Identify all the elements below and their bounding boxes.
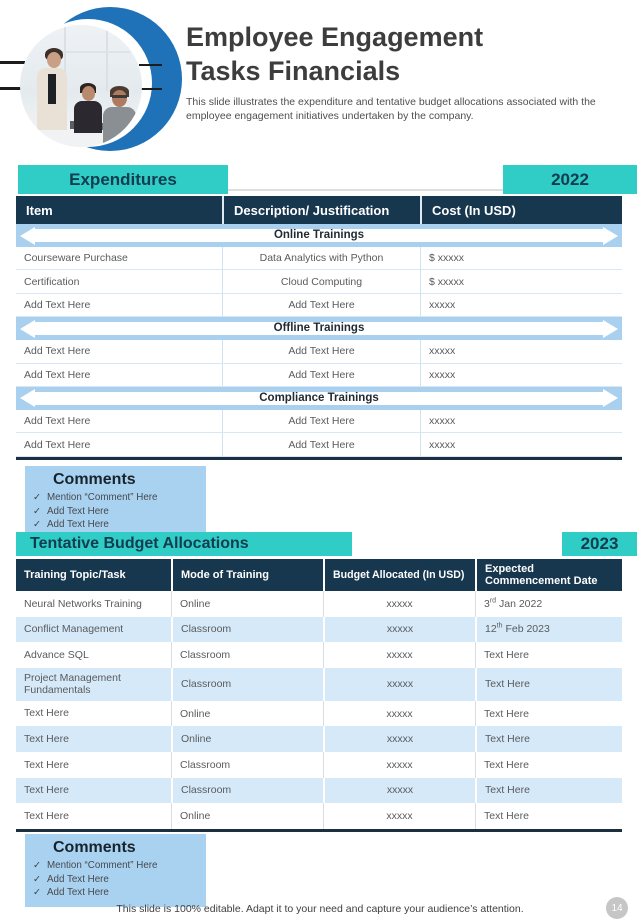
date-cell-placeholder[interactable]: Text Here <box>475 668 622 701</box>
comments-box-top <box>25 466 206 539</box>
check-icon: ✓ <box>33 887 41 898</box>
cost-cell-placeholder[interactable]: xxxxx <box>420 433 622 455</box>
topic-cell-placeholder[interactable]: Text Here <box>24 732 69 745</box>
description-cell-placeholder[interactable]: Add Text Here <box>222 294 420 316</box>
decor-line-right-2 <box>141 88 162 90</box>
page-title: Employee Engagement Tasks Financials <box>186 22 484 86</box>
footer-note: This slide is 100% editable. Adapt it to your need and capture your audience’s attention. <box>116 903 524 915</box>
description-cell: Cloud Computing <box>222 270 420 292</box>
comment-text: Mention “Comment” Here <box>46 492 158 503</box>
section-banner-compliance <box>16 387 622 410</box>
comment-text: Add Text Here <box>46 887 109 898</box>
budget-cell[interactable]: xxxxx <box>323 642 475 668</box>
budget-cell[interactable]: xxxxx <box>323 617 475 643</box>
date-cell-placeholder[interactable]: Text Here <box>475 642 622 668</box>
date-cell: 3rd Jan 2022 <box>475 591 622 617</box>
section-banner-offline <box>16 317 622 340</box>
table-row <box>16 617 622 643</box>
comments-title: Comments <box>53 839 136 856</box>
comment-text: Mention “Comment” Here <box>46 860 158 871</box>
cost-cell-placeholder[interactable]: xxxxx <box>420 340 622 362</box>
topic-cell: Project Management Fundamentals <box>24 671 121 697</box>
item-cell-placeholder[interactable]: Add Text Here <box>24 415 91 428</box>
photo-person-standing <box>48 74 56 104</box>
column-header-item: Item <box>26 202 53 218</box>
comment-item[interactable] <box>33 518 200 532</box>
budget-table <box>16 559 622 832</box>
topic-cell-placeholder[interactable]: Text Here <box>24 809 69 822</box>
cost-cell-placeholder[interactable]: xxxxx <box>420 410 622 432</box>
mode-cell: Classroom <box>171 668 323 701</box>
table-row <box>16 752 622 778</box>
topic-cell-placeholder[interactable]: Text Here <box>24 784 69 797</box>
item-cell-placeholder[interactable]: Add Text Here <box>24 298 91 311</box>
page-number-badge: 14 <box>606 897 628 919</box>
photo-person-center <box>74 101 102 133</box>
photo-person-standing <box>47 52 61 68</box>
section-banner-online <box>16 224 622 247</box>
date-cell-placeholder[interactable]: Text Here <box>475 752 622 778</box>
section-title: Compliance Trainings <box>259 391 379 404</box>
photo-window-line <box>106 25 108 91</box>
check-icon: ✓ <box>33 519 41 530</box>
budget-header-row <box>16 559 622 591</box>
topic-cell-placeholder[interactable]: Text Here <box>24 758 69 771</box>
topic-cell: Advance SQL <box>24 648 89 661</box>
item-cell-placeholder[interactable]: Add Text Here <box>24 438 91 451</box>
mode-cell: Classroom <box>171 642 323 668</box>
budget-banner: Tentative Budget Allocations <box>16 532 352 556</box>
banner-connector-line <box>228 189 503 191</box>
budget-cell[interactable]: xxxxx <box>323 752 475 778</box>
comment-item[interactable] <box>33 859 200 873</box>
section-title: Online Trainings <box>273 229 365 241</box>
item-cell: Certification <box>24 275 80 288</box>
cost-cell-placeholder[interactable]: xxxxx <box>420 294 622 316</box>
check-icon: ✓ <box>33 492 41 503</box>
description-cell-placeholder[interactable]: Add Text Here <box>222 364 420 386</box>
budget-year-badge: 2023 <box>562 532 637 556</box>
comment-item[interactable] <box>33 505 200 519</box>
column-header-cost: Cost (In USD) <box>420 196 622 224</box>
table-row <box>16 433 622 456</box>
photo-person-right <box>112 95 127 98</box>
date-cell-placeholder[interactable]: Text Here <box>475 778 622 804</box>
decor-line-left-1 <box>0 61 25 64</box>
section-title: Offline Trainings <box>273 322 365 335</box>
description-cell: Data Analytics with Python <box>222 247 420 269</box>
mode-cell: Online <box>171 803 323 829</box>
expenditures-year-badge: 2022 <box>503 165 637 194</box>
table-row <box>16 668 622 701</box>
budget-cell[interactable]: xxxxx <box>323 591 475 617</box>
topic-cell: Neural Networks Training <box>24 597 142 610</box>
budget-cell[interactable]: xxxxx <box>323 726 475 752</box>
cost-cell[interactable]: $ xxxxx <box>420 247 622 269</box>
table-row <box>16 294 622 317</box>
expenditures-table <box>16 196 622 460</box>
expenditures-header-row <box>16 196 622 224</box>
team-photo <box>20 25 142 147</box>
table-row <box>16 410 622 433</box>
budget-cell[interactable]: xxxxx <box>323 668 475 701</box>
topic-cell: Conflict Management <box>24 623 124 636</box>
comment-item[interactable] <box>33 491 200 505</box>
mode-cell: Classroom <box>171 778 323 804</box>
mode-cell: Classroom <box>171 752 323 778</box>
mode-cell: Online <box>171 701 323 727</box>
column-header-mode: Mode of Training <box>171 559 323 591</box>
check-icon: ✓ <box>33 860 41 871</box>
column-header-budget: Budget Allocated (In USD) <box>323 559 475 591</box>
table-row <box>16 778 622 804</box>
budget-cell[interactable]: xxxxx <box>323 701 475 727</box>
table-row <box>16 726 622 752</box>
photo-person-right <box>112 90 127 107</box>
table-row <box>16 270 622 293</box>
column-header-description: Description/ Justification <box>222 196 420 224</box>
item-cell-placeholder[interactable]: Add Text Here <box>24 368 91 381</box>
photo-person-right <box>103 107 136 147</box>
expenditures-banner: Expenditures <box>18 165 228 194</box>
column-header-date <box>475 559 622 591</box>
comments-title: Comments <box>53 471 136 488</box>
description-cell-placeholder[interactable]: Add Text Here <box>222 340 420 362</box>
column-header-date-line2: Commencement Date <box>485 575 598 587</box>
comment-text: Add Text Here <box>46 873 109 885</box>
comment-item[interactable] <box>33 886 200 900</box>
mode-cell: Online <box>171 726 323 752</box>
check-icon: ✓ <box>33 873 41 885</box>
cost-cell[interactable]: $ xxxxx <box>420 270 622 292</box>
table-row <box>16 591 622 617</box>
check-icon: ✓ <box>33 505 41 517</box>
mode-cell: Classroom <box>171 617 323 643</box>
comments-box-bottom <box>25 834 206 907</box>
item-cell: Courseware Purchase <box>24 252 128 265</box>
date-cell-placeholder[interactable]: Text Here <box>475 701 622 727</box>
table-row <box>16 364 622 387</box>
budget-cell[interactable]: xxxxx <box>323 778 475 804</box>
table-row <box>16 247 622 270</box>
table-row <box>16 642 622 668</box>
table-row <box>16 803 622 829</box>
mode-cell: Online <box>171 591 323 617</box>
page-subtitle: This slide illustrates the expenditure and tentative budget allocations associated with the employee engagement initiatives undertaken by the company. <box>186 96 596 122</box>
item-cell-placeholder[interactable]: Add Text Here <box>24 345 91 358</box>
table-row <box>16 701 622 727</box>
date-cell: 12th Feb 2023 <box>475 617 622 643</box>
description-cell-placeholder[interactable]: Add Text Here <box>222 433 420 455</box>
comment-item[interactable] <box>33 873 200 887</box>
comment-text: Add Text Here <box>46 505 109 517</box>
decor-line-right-1 <box>139 64 162 66</box>
date-cell-placeholder[interactable]: Text Here <box>475 726 622 752</box>
description-cell-placeholder[interactable]: Add Text Here <box>222 410 420 432</box>
table-row <box>16 340 622 363</box>
photo-person-center <box>82 86 95 101</box>
column-header-topic: Training Topic/Task <box>24 569 126 581</box>
date-cell-placeholder[interactable]: Text Here <box>475 803 622 829</box>
cost-cell-placeholder[interactable]: xxxxx <box>420 364 622 386</box>
comment-text: Add Text Here <box>46 519 109 530</box>
budget-cell[interactable]: xxxxx <box>323 803 475 829</box>
topic-cell-placeholder[interactable]: Text Here <box>24 707 69 720</box>
column-header-date-line1: Expected <box>485 562 534 575</box>
